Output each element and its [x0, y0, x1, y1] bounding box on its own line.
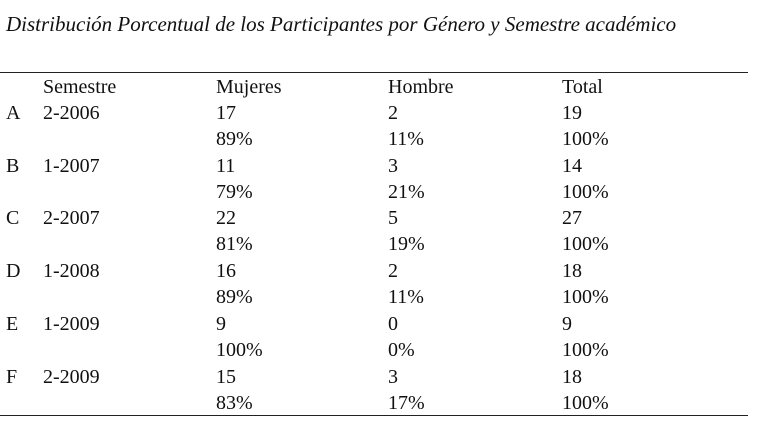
header-mujeres: Mujeres	[216, 76, 282, 98]
row-mujeres-count: 16	[216, 260, 236, 282]
row-total-count: 19	[562, 102, 582, 124]
row-mujeres-pct: 89%	[216, 286, 253, 308]
table-top-rule	[0, 72, 748, 73]
table-row	[0, 153, 748, 179]
row-mujeres-count: 17	[216, 102, 236, 124]
header-hombre: Hombre	[388, 76, 454, 98]
row-total-count: 14	[562, 155, 582, 177]
row-semestre: 2-2007	[43, 207, 100, 229]
row-letter: C	[6, 207, 20, 229]
table-row-percent	[0, 390, 748, 416]
row-hombre-pct: 21%	[388, 181, 425, 203]
row-total-count: 9	[562, 313, 572, 335]
row-letter: F	[6, 366, 18, 388]
table-row-percent	[0, 337, 748, 363]
row-hombre-pct: 11%	[388, 128, 424, 150]
row-mujeres-count: 22	[216, 207, 236, 229]
row-letter: B	[6, 155, 20, 177]
row-semestre: 1-2007	[43, 155, 100, 177]
row-hombre-count: 2	[388, 260, 398, 282]
row-total-pct: 100%	[562, 233, 609, 255]
row-mujeres-pct: 100%	[216, 339, 263, 361]
row-semestre: 2-2006	[43, 102, 100, 124]
table-row-percent	[0, 231, 748, 257]
row-total-pct: 100%	[562, 339, 609, 361]
row-hombre-pct: 19%	[388, 233, 425, 255]
row-hombre-count: 0	[388, 313, 398, 335]
table-row	[0, 205, 748, 231]
row-mujeres-pct: 79%	[216, 181, 253, 203]
table-row	[0, 100, 748, 126]
row-hombre-count: 3	[388, 366, 398, 388]
row-semestre: 1-2008	[43, 260, 100, 282]
row-total-pct: 100%	[562, 181, 609, 203]
table-row	[0, 258, 748, 284]
table-row-percent	[0, 126, 748, 152]
row-mujeres-pct: 89%	[216, 128, 253, 150]
row-mujeres-count: 15	[216, 366, 236, 388]
row-hombre-pct: 0%	[388, 339, 415, 361]
row-total-pct: 100%	[562, 286, 609, 308]
header-semestre: Semestre	[43, 76, 117, 98]
row-semestre: 2-2009	[43, 366, 100, 388]
table-row-percent	[0, 284, 748, 310]
row-letter: E	[6, 313, 19, 335]
row-letter: A	[6, 102, 21, 124]
table-caption: Distribución Porcentual de los Participantes por Género y Semestre académico	[6, 12, 677, 36]
row-total-pct: 100%	[562, 128, 609, 150]
row-mujeres-count: 11	[216, 155, 236, 177]
row-total-count: 18	[562, 366, 582, 388]
table-row	[0, 364, 748, 390]
table-bottom-rule	[0, 415, 748, 416]
row-letter: D	[6, 260, 21, 282]
row-mujeres-pct: 81%	[216, 233, 253, 255]
table-row	[0, 311, 748, 337]
row-total-count: 27	[562, 207, 582, 229]
header-total: Total	[562, 76, 603, 98]
row-hombre-pct: 17%	[388, 392, 425, 414]
row-hombre-count: 3	[388, 155, 398, 177]
row-hombre-pct: 11%	[388, 286, 424, 308]
row-mujeres-count: 9	[216, 313, 226, 335]
row-semestre: 1-2009	[43, 313, 100, 335]
row-total-pct: 100%	[562, 392, 609, 414]
table-header-row	[0, 74, 748, 100]
row-total-count: 18	[562, 260, 582, 282]
table-row-percent	[0, 179, 748, 205]
row-hombre-count: 5	[388, 207, 398, 229]
row-hombre-count: 2	[388, 102, 398, 124]
row-mujeres-pct: 83%	[216, 392, 253, 414]
